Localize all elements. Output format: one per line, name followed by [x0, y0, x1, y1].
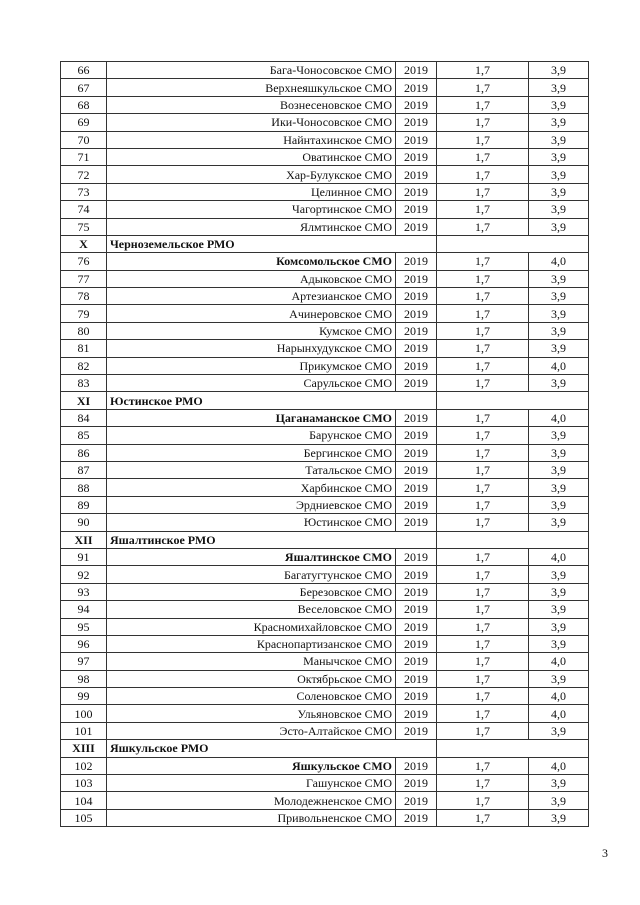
municipality-name: Сарульское СМО — [107, 375, 396, 392]
value-2-cell: 3,9 — [529, 79, 589, 96]
value-2-cell: 3,9 — [529, 148, 589, 165]
value-2-cell: 4,0 — [529, 409, 589, 426]
value-1-cell: 1,7 — [437, 201, 529, 218]
row-number: 99 — [61, 688, 107, 705]
table-row — [61, 496, 589, 513]
table-row — [61, 601, 589, 618]
row-number: 93 — [61, 583, 107, 600]
row-number: 73 — [61, 183, 107, 200]
municipality-name: Ики-Чоносовское СМО — [107, 114, 396, 131]
value-2-cell: 3,9 — [529, 340, 589, 357]
value-2-cell: 3,9 — [529, 62, 589, 79]
year-cell: 2019 — [396, 183, 437, 200]
value-1-cell: 1,7 — [437, 653, 529, 670]
row-number: 67 — [61, 79, 107, 96]
value-1-cell: 1,7 — [437, 809, 529, 826]
row-number: 83 — [61, 375, 107, 392]
year-cell: 2019 — [396, 201, 437, 218]
row-number: 76 — [61, 253, 107, 270]
table-row — [61, 253, 589, 270]
value-1-cell: 1,7 — [437, 305, 529, 322]
section-blank-cell — [437, 235, 589, 252]
value-1-cell: 1,7 — [437, 253, 529, 270]
table-row — [61, 322, 589, 339]
municipality-name: Краснопартизанское СМО — [107, 635, 396, 652]
table-row — [61, 340, 589, 357]
municipality-name: Вознесеновское СМО — [107, 96, 396, 113]
value-2-cell: 4,0 — [529, 705, 589, 722]
value-2-cell: 3,9 — [529, 375, 589, 392]
value-2-cell: 3,9 — [529, 444, 589, 461]
table-row — [61, 635, 589, 652]
section-row — [61, 531, 589, 548]
row-number: 71 — [61, 148, 107, 165]
year-cell: 2019 — [396, 305, 437, 322]
year-cell: 2019 — [396, 757, 437, 774]
municipality-table — [60, 61, 589, 827]
table-row — [61, 757, 589, 774]
row-number: 95 — [61, 618, 107, 635]
row-number: 87 — [61, 461, 107, 478]
value-1-cell: 1,7 — [437, 514, 529, 531]
value-2-cell: 3,9 — [529, 670, 589, 687]
year-cell: 2019 — [396, 601, 437, 618]
table-row — [61, 722, 589, 739]
year-cell: 2019 — [396, 218, 437, 235]
table-row — [61, 444, 589, 461]
row-number: 86 — [61, 444, 107, 461]
year-cell: 2019 — [396, 96, 437, 113]
row-number: 74 — [61, 201, 107, 218]
value-1-cell: 1,7 — [437, 148, 529, 165]
table-row — [61, 688, 589, 705]
row-number: 92 — [61, 566, 107, 583]
section-title: Черноземельское РМО — [107, 235, 437, 252]
value-2-cell: 3,9 — [529, 427, 589, 444]
table-row — [61, 792, 589, 809]
row-number: 81 — [61, 340, 107, 357]
municipality-name: Прикумское СМО — [107, 357, 396, 374]
municipality-name: Яшкульское СМО — [107, 757, 396, 774]
municipality-name: Оватинское СМО — [107, 148, 396, 165]
value-1-cell: 1,7 — [437, 722, 529, 739]
table-row — [61, 305, 589, 322]
municipality-name: Харбинское СМО — [107, 479, 396, 496]
value-2-cell: 4,0 — [529, 688, 589, 705]
table-row — [61, 183, 589, 200]
municipality-name: Гашунское СМО — [107, 775, 396, 792]
municipality-name: Целинное СМО — [107, 183, 396, 200]
value-1-cell: 1,7 — [437, 340, 529, 357]
value-1-cell: 1,7 — [437, 270, 529, 287]
value-2-cell: 3,9 — [529, 775, 589, 792]
year-cell: 2019 — [396, 670, 437, 687]
municipality-name: Комсомольское СМО — [107, 253, 396, 270]
municipality-name: Соленовское СМО — [107, 688, 396, 705]
year-cell: 2019 — [396, 131, 437, 148]
table-row — [61, 670, 589, 687]
table-row — [61, 62, 589, 79]
section-blank-cell — [437, 740, 589, 757]
value-1-cell: 1,7 — [437, 409, 529, 426]
value-1-cell: 1,7 — [437, 183, 529, 200]
year-cell: 2019 — [396, 79, 437, 96]
value-2-cell: 3,9 — [529, 461, 589, 478]
table-row — [61, 705, 589, 722]
table-row — [61, 79, 589, 96]
row-number: 100 — [61, 705, 107, 722]
municipality-name: Хар-Булукское СМО — [107, 166, 396, 183]
section-row — [61, 235, 589, 252]
section-blank-cell — [437, 531, 589, 548]
value-1-cell: 1,7 — [437, 322, 529, 339]
year-cell: 2019 — [396, 548, 437, 565]
value-1-cell: 1,7 — [437, 775, 529, 792]
value-2-cell: 3,9 — [529, 514, 589, 531]
table-row — [61, 775, 589, 792]
page-number: 3 — [602, 846, 608, 860]
row-number: 85 — [61, 427, 107, 444]
value-2-cell: 4,0 — [529, 757, 589, 774]
row-number: 68 — [61, 96, 107, 113]
year-cell: 2019 — [396, 375, 437, 392]
table-row — [61, 618, 589, 635]
municipality-name: Юстинское СМО — [107, 514, 396, 531]
municipality-name: Эрдниевское СМО — [107, 496, 396, 513]
value-2-cell: 4,0 — [529, 357, 589, 374]
row-number: 105 — [61, 809, 107, 826]
value-2-cell: 3,9 — [529, 322, 589, 339]
value-2-cell: 3,9 — [529, 722, 589, 739]
table-row — [61, 166, 589, 183]
year-cell: 2019 — [396, 427, 437, 444]
value-1-cell: 1,7 — [437, 79, 529, 96]
year-cell: 2019 — [396, 357, 437, 374]
value-2-cell: 3,9 — [529, 270, 589, 287]
municipality-name: Кумское СМО — [107, 322, 396, 339]
section-number: XI — [61, 392, 107, 409]
value-2-cell: 3,9 — [529, 183, 589, 200]
year-cell: 2019 — [396, 496, 437, 513]
table-body — [61, 62, 589, 827]
year-cell: 2019 — [396, 635, 437, 652]
table-row — [61, 479, 589, 496]
table-row — [61, 201, 589, 218]
value-1-cell: 1,7 — [437, 496, 529, 513]
row-number: 66 — [61, 62, 107, 79]
table-row — [61, 427, 589, 444]
row-number: 79 — [61, 305, 107, 322]
year-cell: 2019 — [396, 444, 437, 461]
row-number: 97 — [61, 653, 107, 670]
value-1-cell: 1,7 — [437, 479, 529, 496]
value-2-cell: 3,9 — [529, 566, 589, 583]
value-2-cell: 3,9 — [529, 218, 589, 235]
value-1-cell: 1,7 — [437, 618, 529, 635]
year-cell: 2019 — [396, 705, 437, 722]
municipality-name: Яшалтинское СМО — [107, 548, 396, 565]
municipality-name: Эсто-Алтайское СМО — [107, 722, 396, 739]
row-number: 103 — [61, 775, 107, 792]
section-number: XIII — [61, 740, 107, 757]
table-row — [61, 288, 589, 305]
year-cell: 2019 — [396, 722, 437, 739]
year-cell: 2019 — [396, 566, 437, 583]
year-cell: 2019 — [396, 688, 437, 705]
row-number: 78 — [61, 288, 107, 305]
year-cell: 2019 — [396, 340, 437, 357]
section-row — [61, 740, 589, 757]
municipality-name: Татальское СМО — [107, 461, 396, 478]
row-number: 102 — [61, 757, 107, 774]
row-number: 91 — [61, 548, 107, 565]
table-row — [61, 548, 589, 565]
value-1-cell: 1,7 — [437, 566, 529, 583]
value-1-cell: 1,7 — [437, 635, 529, 652]
table-row — [61, 409, 589, 426]
municipality-name: Бага-Чоносовское СМО — [107, 62, 396, 79]
value-1-cell: 1,7 — [437, 131, 529, 148]
table-row — [61, 514, 589, 531]
year-cell: 2019 — [396, 775, 437, 792]
value-1-cell: 1,7 — [437, 583, 529, 600]
value-1-cell: 1,7 — [437, 548, 529, 565]
value-2-cell: 3,9 — [529, 114, 589, 131]
year-cell: 2019 — [396, 114, 437, 131]
municipality-name: Чагортинское СМО — [107, 201, 396, 218]
year-cell: 2019 — [396, 461, 437, 478]
value-1-cell: 1,7 — [437, 444, 529, 461]
section-row — [61, 392, 589, 409]
row-number: 96 — [61, 635, 107, 652]
value-1-cell: 1,7 — [437, 705, 529, 722]
year-cell: 2019 — [396, 270, 437, 287]
municipality-name: Артезианское СМО — [107, 288, 396, 305]
section-blank-cell — [437, 392, 589, 409]
table-row — [61, 653, 589, 670]
municipality-name: Бергинское СМО — [107, 444, 396, 461]
table-row — [61, 96, 589, 113]
year-cell: 2019 — [396, 322, 437, 339]
value-2-cell: 3,9 — [529, 618, 589, 635]
municipality-name: Ачинеровское СМО — [107, 305, 396, 322]
municipality-name: Ульяновское СМО — [107, 705, 396, 722]
row-number: 69 — [61, 114, 107, 131]
value-1-cell: 1,7 — [437, 114, 529, 131]
value-1-cell: 1,7 — [437, 601, 529, 618]
value-2-cell: 3,9 — [529, 792, 589, 809]
municipality-name: Верхнеяшкульское СМО — [107, 79, 396, 96]
row-number: 88 — [61, 479, 107, 496]
year-cell: 2019 — [396, 792, 437, 809]
value-2-cell: 3,9 — [529, 96, 589, 113]
municipality-name: Нарынхудукское СМО — [107, 340, 396, 357]
year-cell: 2019 — [396, 62, 437, 79]
municipality-name: Найнтахинское СМО — [107, 131, 396, 148]
municipality-name: Березовское СМО — [107, 583, 396, 600]
table-row — [61, 583, 589, 600]
row-number: 90 — [61, 514, 107, 531]
year-cell: 2019 — [396, 618, 437, 635]
year-cell: 2019 — [396, 583, 437, 600]
row-number: 75 — [61, 218, 107, 235]
row-number: 80 — [61, 322, 107, 339]
value-2-cell: 3,9 — [529, 479, 589, 496]
year-cell: 2019 — [396, 479, 437, 496]
municipality-name: Багатугтунское СМО — [107, 566, 396, 583]
row-number: 77 — [61, 270, 107, 287]
value-2-cell: 3,9 — [529, 809, 589, 826]
value-2-cell: 3,9 — [529, 601, 589, 618]
section-number: XII — [61, 531, 107, 548]
municipality-name: Адыковское СМО — [107, 270, 396, 287]
year-cell: 2019 — [396, 148, 437, 165]
value-2-cell: 3,9 — [529, 166, 589, 183]
section-title: Яшкульское РМО — [107, 740, 437, 757]
municipality-name: Привольненское СМО — [107, 809, 396, 826]
municipality-name: Барунское СМО — [107, 427, 396, 444]
row-number: 94 — [61, 601, 107, 618]
year-cell: 2019 — [396, 514, 437, 531]
section-title: Юстинское РМО — [107, 392, 437, 409]
table-row — [61, 218, 589, 235]
table-row — [61, 270, 589, 287]
municipality-name: Ялмтинское СМО — [107, 218, 396, 235]
table-row — [61, 148, 589, 165]
year-cell: 2019 — [396, 288, 437, 305]
municipality-name: Веселовское СМО — [107, 601, 396, 618]
value-1-cell: 1,7 — [437, 688, 529, 705]
row-number: 98 — [61, 670, 107, 687]
value-2-cell: 3,9 — [529, 635, 589, 652]
year-cell: 2019 — [396, 809, 437, 826]
value-1-cell: 1,7 — [437, 357, 529, 374]
value-2-cell: 3,9 — [529, 288, 589, 305]
value-2-cell: 4,0 — [529, 253, 589, 270]
value-1-cell: 1,7 — [437, 288, 529, 305]
row-number: 70 — [61, 131, 107, 148]
value-1-cell: 1,7 — [437, 670, 529, 687]
municipality-name: Манычское СМО — [107, 653, 396, 670]
value-1-cell: 1,7 — [437, 461, 529, 478]
value-2-cell: 3,9 — [529, 201, 589, 218]
municipality-name: Октябрьское СМО — [107, 670, 396, 687]
value-1-cell: 1,7 — [437, 62, 529, 79]
row-number: 89 — [61, 496, 107, 513]
value-1-cell: 1,7 — [437, 218, 529, 235]
value-2-cell: 3,9 — [529, 131, 589, 148]
row-number: 82 — [61, 357, 107, 374]
table-row — [61, 809, 589, 826]
value-2-cell: 3,9 — [529, 583, 589, 600]
table-row — [61, 461, 589, 478]
section-title: Яшалтинское РМО — [107, 531, 437, 548]
row-number: 72 — [61, 166, 107, 183]
year-cell: 2019 — [396, 409, 437, 426]
row-number: 84 — [61, 409, 107, 426]
value-2-cell: 4,0 — [529, 653, 589, 670]
table-row — [61, 131, 589, 148]
year-cell: 2019 — [396, 166, 437, 183]
year-cell: 2019 — [396, 653, 437, 670]
table-row — [61, 375, 589, 392]
row-number: 101 — [61, 722, 107, 739]
value-1-cell: 1,7 — [437, 757, 529, 774]
value-1-cell: 1,7 — [437, 792, 529, 809]
value-2-cell: 4,0 — [529, 548, 589, 565]
municipality-name: Молодежненское СМО — [107, 792, 396, 809]
table-row — [61, 114, 589, 131]
value-1-cell: 1,7 — [437, 427, 529, 444]
value-1-cell: 1,7 — [437, 375, 529, 392]
year-cell: 2019 — [396, 253, 437, 270]
value-2-cell: 3,9 — [529, 496, 589, 513]
value-1-cell: 1,7 — [437, 166, 529, 183]
row-number: 104 — [61, 792, 107, 809]
table-row — [61, 566, 589, 583]
municipality-name: Цаганаманское СМО — [107, 409, 396, 426]
table-row — [61, 357, 589, 374]
section-number: X — [61, 235, 107, 252]
value-2-cell: 3,9 — [529, 305, 589, 322]
value-1-cell: 1,7 — [437, 96, 529, 113]
municipality-name: Красномихайловское СМО — [107, 618, 396, 635]
